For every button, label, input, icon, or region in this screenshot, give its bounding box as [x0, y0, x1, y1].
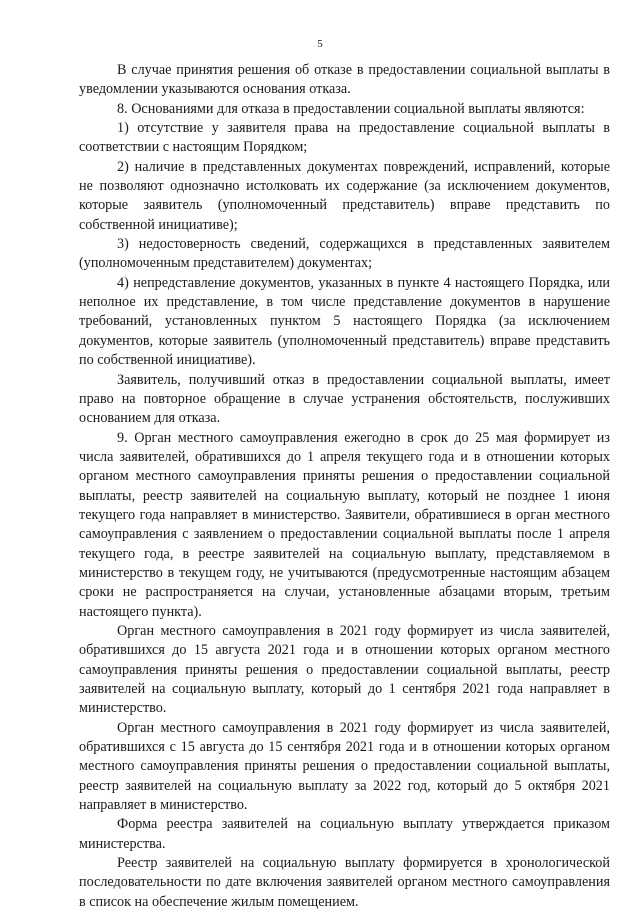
paragraph-ground-2: 2) наличие в представленных документах повреждений, исправлений, которые не позволяют однозначно истолковать их содержание (за исключением документов, которые заявитель (уполномоченный представитель) вправе представить по собственной инициативе); [79, 158, 610, 233]
paragraph-section-8-heading: 8. Основаниями для отказа в предоставлении социальной выплаты являются: [117, 100, 585, 117]
page-number: 5 [317, 38, 323, 50]
paragraph-registry-order: Реестр заявителей на социальную выплату формируется в хронологической последовательности по дате включения заявителей органом местного самоуправления в список на обеспечение жилым помещением. [79, 855, 610, 910]
document-body [79, 61, 610, 912]
paragraph-section-9: 9. Орган местного самоуправления ежегодно в срок до 25 мая формирует из числа заявителей, обратившихся до 1 апреля текущего года и в отношении которых органом местного самоуправления приняты решения о предоставлении социальной выплаты, реестр заявителей на социальную выплату, который не позднее 1 июня текущего года направляет в министерство. Заявители, обратившиеся в орган местного самоуправления с заявлением о предоставлении социальной выплаты после 1 апреля текущего года, в реестре заявителей на социальную выплату, представляемом в министерство в текущем году, не учитываются (предусмотренные настоящим абзацем сроки не распространяется на случаи, установленные абзацами вторым, третьим настоящего пункта). [79, 429, 610, 620]
paragraph-ground-3: 3) недостоверность сведений, содержащихся в представленных заявителем (уполномоченным представителем) документах; [79, 236, 610, 272]
paragraph-ground-1: 1) отсутствие у заявителя права на предоставление социальной выплаты в соответствии с настоящим Порядком; [79, 120, 610, 156]
paragraph-ground-4: 4) непредставление документов, указанных в пункте 4 настоящего Порядка, или неполное их представление, в том числе представление документов в нарушение требований, установленных пунктом 5 настоящего Порядка (за исключением документов, которые заявитель (уполномоченный представитель) вправе представить по собственной инициативе). [79, 274, 610, 369]
paragraph-2021-august: Орган местного самоуправления в 2021 году формирует из числа заявителей, обратившихся до 15 августа 2021 года и в отношении которых органом местного самоуправления приняты решения о предоставлении социальной выплаты, реестр заявителей на социальную выплату, который до 1 сентября 2021 года направляет в министерство. [79, 622, 610, 717]
paragraph-refusal-notice: В случае принятия решения об отказе в предоставлении социальной выплаты в уведомлении указываются основания отказа. [79, 62, 610, 98]
paragraph-registry-form: Форма реестра заявителей на социальную выплату утверждается приказом министерства. [79, 816, 610, 852]
paragraph-reapplication: Заявитель, получивший отказ в предоставлении социальной выплаты, имеет право на повторное обращение в случае устранения обстоятельств, послуживших основанием для отказа. [79, 371, 610, 427]
paragraph-2021-september: Орган местного самоуправления в 2021 году формирует из числа заявителей, обратившихся с 15 августа до 15 сентября 2021 года и в отношении которых органом местного самоуправления приняты решения о предоставлении социальной выплаты, реестр заявителей на социальную выплату за 2022 год, который до 5 октября 2021 направляет в министерство. [79, 719, 610, 814]
